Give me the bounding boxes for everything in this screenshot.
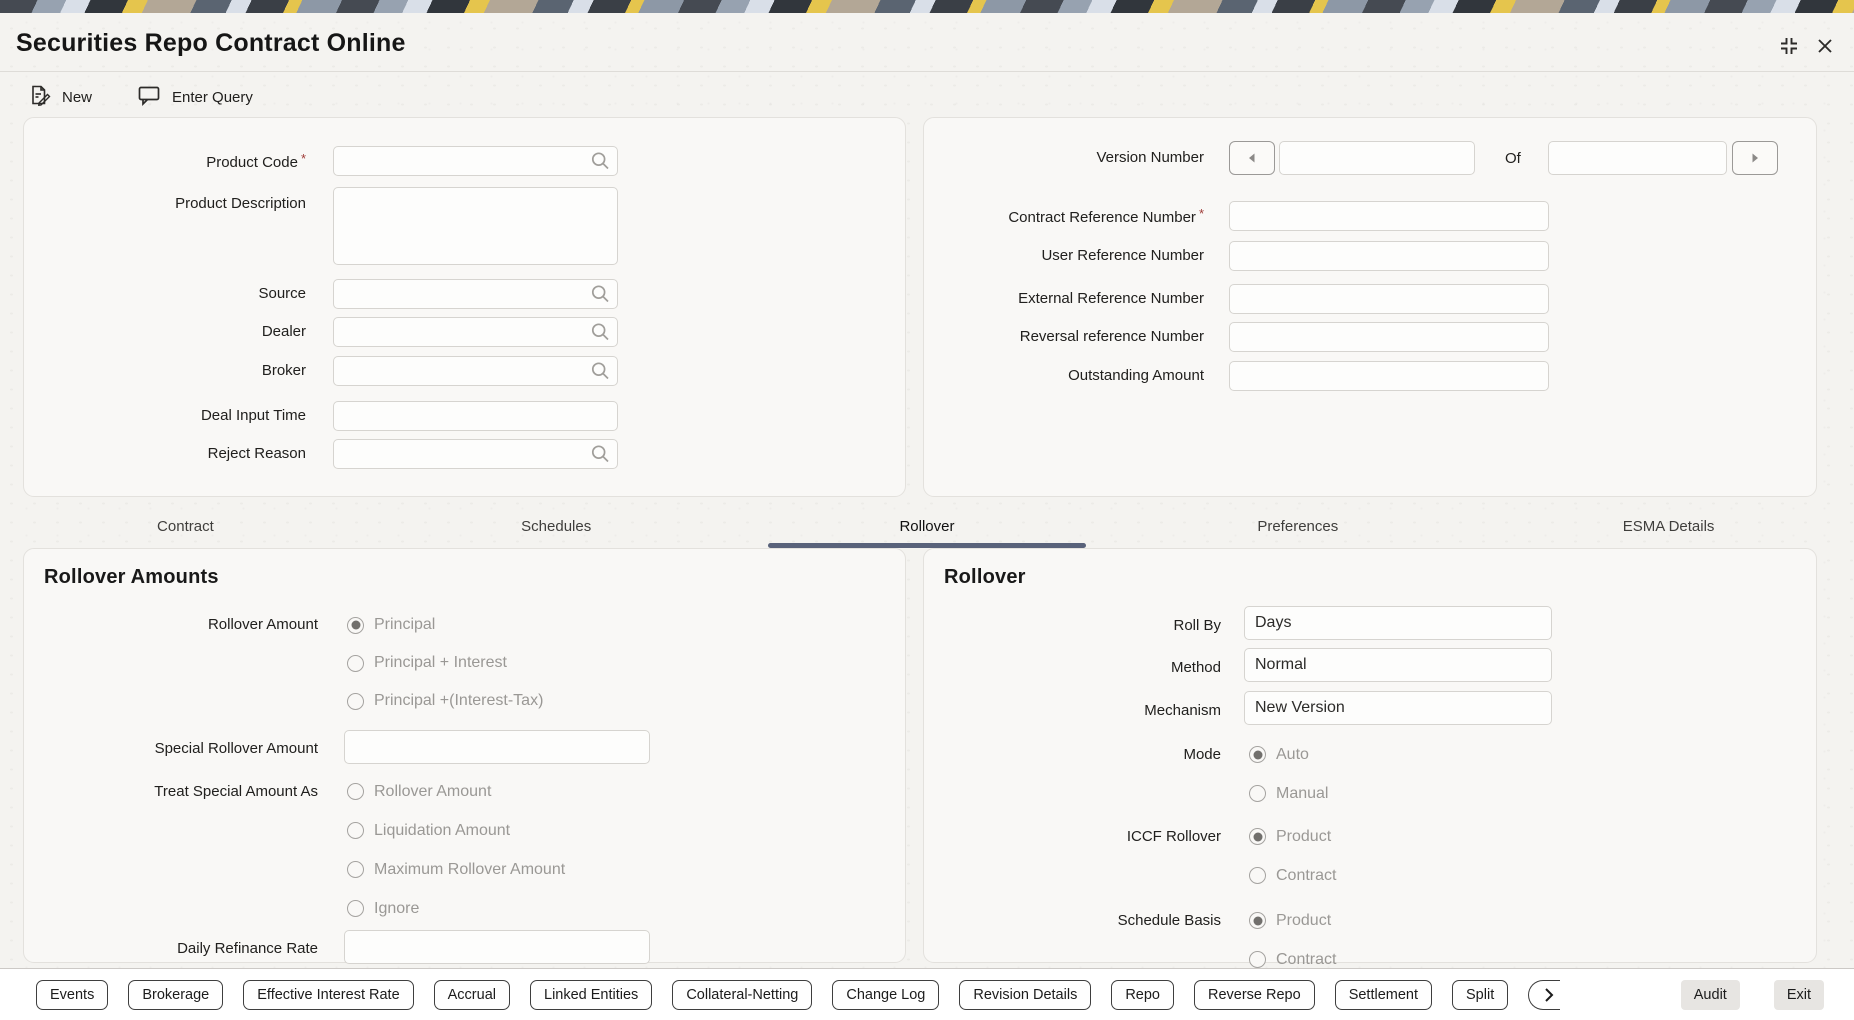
treat-special-amount-group	[44, 772, 905, 928]
restore-window-icon[interactable]	[1776, 33, 1802, 59]
radio-unselected-icon	[1249, 951, 1266, 968]
radio-unselected-icon	[347, 783, 364, 800]
radio-selected-icon	[1249, 828, 1266, 845]
reversal-reference-label: Reversal reference Number	[1019, 328, 1204, 345]
contract-reference-row	[944, 199, 1816, 233]
radio-unselected-icon	[347, 861, 364, 878]
reversal-reference-input[interactable]	[1229, 322, 1549, 352]
reject-reason-label: Reject Reason	[207, 445, 306, 462]
product-code-input[interactable]	[333, 146, 618, 176]
reversal-reference-row	[944, 322, 1816, 352]
product-details-panel	[23, 117, 906, 497]
split-button[interactable]: Split	[1452, 980, 1508, 1010]
contract-reference-label: Contract Reference Number *	[1008, 206, 1204, 226]
rollover-amount-label: Rollover Amount	[207, 616, 318, 633]
rollover-amounts-heading: Rollover Amounts	[44, 566, 219, 588]
version-total-input[interactable]	[1548, 141, 1727, 175]
deal-input-time-input[interactable]	[333, 401, 618, 431]
special-rollover-amount-row	[44, 730, 905, 768]
radio-principal[interactable]: Principal	[347, 606, 543, 644]
collateral-netting-button[interactable]: Collateral-Netting	[672, 980, 812, 1010]
version-next-button[interactable]	[1732, 141, 1778, 175]
title-bar	[0, 13, 1854, 72]
source-row	[44, 279, 905, 309]
footer-action-bar	[0, 968, 1854, 1020]
version-current-input[interactable]	[1279, 141, 1475, 175]
dealer-row	[44, 317, 905, 347]
outstanding-amount-label: Outstanding Amount	[1068, 367, 1204, 384]
contract-reference-panel	[923, 117, 1817, 497]
change-log-button[interactable]: Change Log	[832, 980, 939, 1010]
decorative-top-band	[0, 0, 1854, 13]
iccf-rollover-group	[944, 817, 1816, 895]
effective-interest-rate-button[interactable]: Effective Interest Rate	[243, 980, 413, 1010]
special-rollover-amount-input[interactable]	[344, 730, 650, 764]
roll-by-input[interactable]	[1244, 606, 1552, 640]
user-reference-label: User Reference Number	[1041, 247, 1204, 264]
new-document-icon	[28, 83, 52, 112]
roll-by-row	[944, 606, 1816, 645]
new-button[interactable]	[28, 83, 92, 112]
reverse-repo-button[interactable]: Reverse Repo	[1194, 980, 1315, 1010]
version-number-label: Version Number	[1096, 149, 1204, 166]
arrow-right-icon	[1747, 150, 1763, 166]
radio-mode-manual[interactable]: Manual	[1249, 774, 1328, 813]
deal-input-time-row	[44, 401, 905, 431]
new-button-label: New	[62, 88, 93, 106]
tab-esma-details[interactable]: ESMA Details	[1622, 518, 1715, 535]
page-title: Securities Repo Contract Online	[16, 29, 406, 57]
radio-unselected-icon	[1249, 867, 1266, 884]
user-reference-input[interactable]	[1229, 241, 1549, 271]
contract-reference-input[interactable]	[1229, 201, 1549, 231]
radio-mode-auto[interactable]: Auto	[1249, 735, 1328, 774]
radio-treat-rollover-amount[interactable]: Rollover Amount	[347, 772, 565, 811]
rollover-heading: Rollover	[944, 566, 1026, 588]
schedule-basis-label: Schedule Basis	[1117, 912, 1221, 929]
mechanism-label: Mechanism	[1144, 702, 1221, 719]
more-actions-button[interactable]	[1528, 980, 1560, 1010]
broker-row	[44, 356, 905, 386]
external-reference-label: External Reference Number	[1018, 290, 1204, 307]
radio-principal-plus-interest[interactable]: Principal + Interest	[347, 644, 543, 682]
enter-query-button-label: Enter Query	[172, 88, 253, 106]
product-code-label: Product Code *	[206, 151, 306, 171]
product-description-textarea[interactable]	[333, 187, 618, 265]
tab-contract[interactable]: Contract	[157, 518, 214, 535]
external-reference-input[interactable]	[1229, 284, 1549, 314]
required-marker: *	[1198, 206, 1204, 221]
required-marker: *	[300, 151, 306, 166]
user-reference-row	[944, 241, 1816, 271]
radio-unselected-icon	[347, 900, 364, 917]
radio-treat-maximum-rollover-amount[interactable]: Maximum Rollover Amount	[347, 850, 565, 889]
rollover-amount-group	[44, 606, 905, 720]
iccf-rollover-label: ICCF Rollover	[1126, 828, 1221, 845]
tab-preferences[interactable]: Preferences	[1257, 518, 1339, 535]
source-input[interactable]	[333, 279, 618, 309]
exit-button[interactable]: Exit	[1774, 980, 1824, 1010]
tab-strip	[0, 505, 1854, 548]
special-rollover-amount-label: Special Rollover Amount	[154, 740, 318, 757]
daily-refinance-rate-label: Daily Refinance Rate	[177, 940, 318, 957]
roll-by-label: Roll By	[1173, 617, 1221, 634]
radio-selected-icon	[1249, 746, 1266, 763]
deal-input-time-label: Deal Input Time	[200, 407, 306, 424]
source-label: Source	[258, 285, 306, 302]
version-previous-button[interactable]	[1229, 141, 1275, 175]
product-description-row	[44, 187, 905, 270]
outstanding-amount-input[interactable]	[1229, 361, 1549, 391]
daily-refinance-rate-input[interactable]	[344, 930, 650, 964]
rollover-panel	[923, 548, 1817, 968]
product-description-label: Product Description	[175, 195, 306, 212]
chevron-right-icon	[1544, 987, 1554, 1003]
radio-iccf-contract[interactable]: Contract	[1249, 856, 1336, 895]
tab-schedules[interactable]: Schedules	[521, 518, 592, 535]
radio-treat-liquidation-amount[interactable]: Liquidation Amount	[347, 811, 565, 850]
of-label: Of	[1505, 149, 1521, 167]
broker-input[interactable]	[333, 356, 618, 386]
mode-label: Mode	[1183, 746, 1221, 763]
radio-unselected-icon	[347, 655, 364, 672]
repo-button[interactable]: Repo	[1111, 980, 1174, 1010]
radio-schedule-contract[interactable]: Contract	[1249, 940, 1336, 979]
radio-treat-ignore[interactable]: Ignore	[347, 889, 565, 928]
radio-unselected-icon	[347, 822, 364, 839]
reject-reason-row	[44, 439, 905, 469]
method-row	[944, 648, 1816, 687]
brokerage-button[interactable]: Brokerage	[128, 980, 223, 1010]
radio-schedule-product[interactable]: Product	[1249, 901, 1336, 940]
settlement-button[interactable]: Settlement	[1335, 980, 1432, 1010]
enter-query-button[interactable]	[136, 83, 253, 112]
toolbar	[28, 80, 253, 114]
rollover-amounts-panel	[23, 548, 906, 963]
dealer-input[interactable]	[333, 317, 618, 347]
window-controls	[1776, 33, 1838, 59]
radio-unselected-icon	[347, 693, 364, 710]
product-code-row	[44, 144, 905, 178]
arrow-left-icon	[1244, 150, 1260, 166]
linked-entities-button[interactable]: Linked Entities	[530, 980, 652, 1010]
method-input[interactable]	[1244, 648, 1552, 682]
close-icon[interactable]	[1812, 33, 1838, 59]
radio-selected-icon	[1249, 912, 1266, 929]
radio-iccf-product[interactable]: Product	[1249, 817, 1336, 856]
reject-reason-input[interactable]	[333, 439, 618, 469]
radio-principal-plus-interest-minus-tax[interactable]: Principal +(Interest-Tax)	[347, 682, 543, 720]
events-button[interactable]: Events	[36, 980, 108, 1010]
speech-bubble-icon	[136, 83, 162, 112]
radio-unselected-icon	[1249, 785, 1266, 802]
external-reference-row	[944, 284, 1816, 314]
accrual-button[interactable]: Accrual	[434, 980, 510, 1010]
mechanism-row	[944, 691, 1816, 730]
tab-rollover[interactable]: Rollover	[742, 505, 1113, 548]
treat-special-amount-as-label: Treat Special Amount As	[154, 783, 318, 800]
dealer-label: Dealer	[261, 323, 306, 340]
audit-button[interactable]: Audit	[1681, 980, 1740, 1010]
method-label: Method	[1170, 659, 1221, 676]
radio-selected-icon	[347, 617, 364, 634]
revision-details-button[interactable]: Revision Details	[959, 980, 1091, 1010]
outstanding-amount-row	[944, 361, 1816, 391]
broker-label: Broker	[261, 362, 306, 379]
daily-refinance-rate-row	[44, 930, 905, 968]
mechanism-input[interactable]	[1244, 691, 1552, 725]
mode-group	[944, 735, 1816, 813]
version-number-row	[944, 141, 1816, 175]
